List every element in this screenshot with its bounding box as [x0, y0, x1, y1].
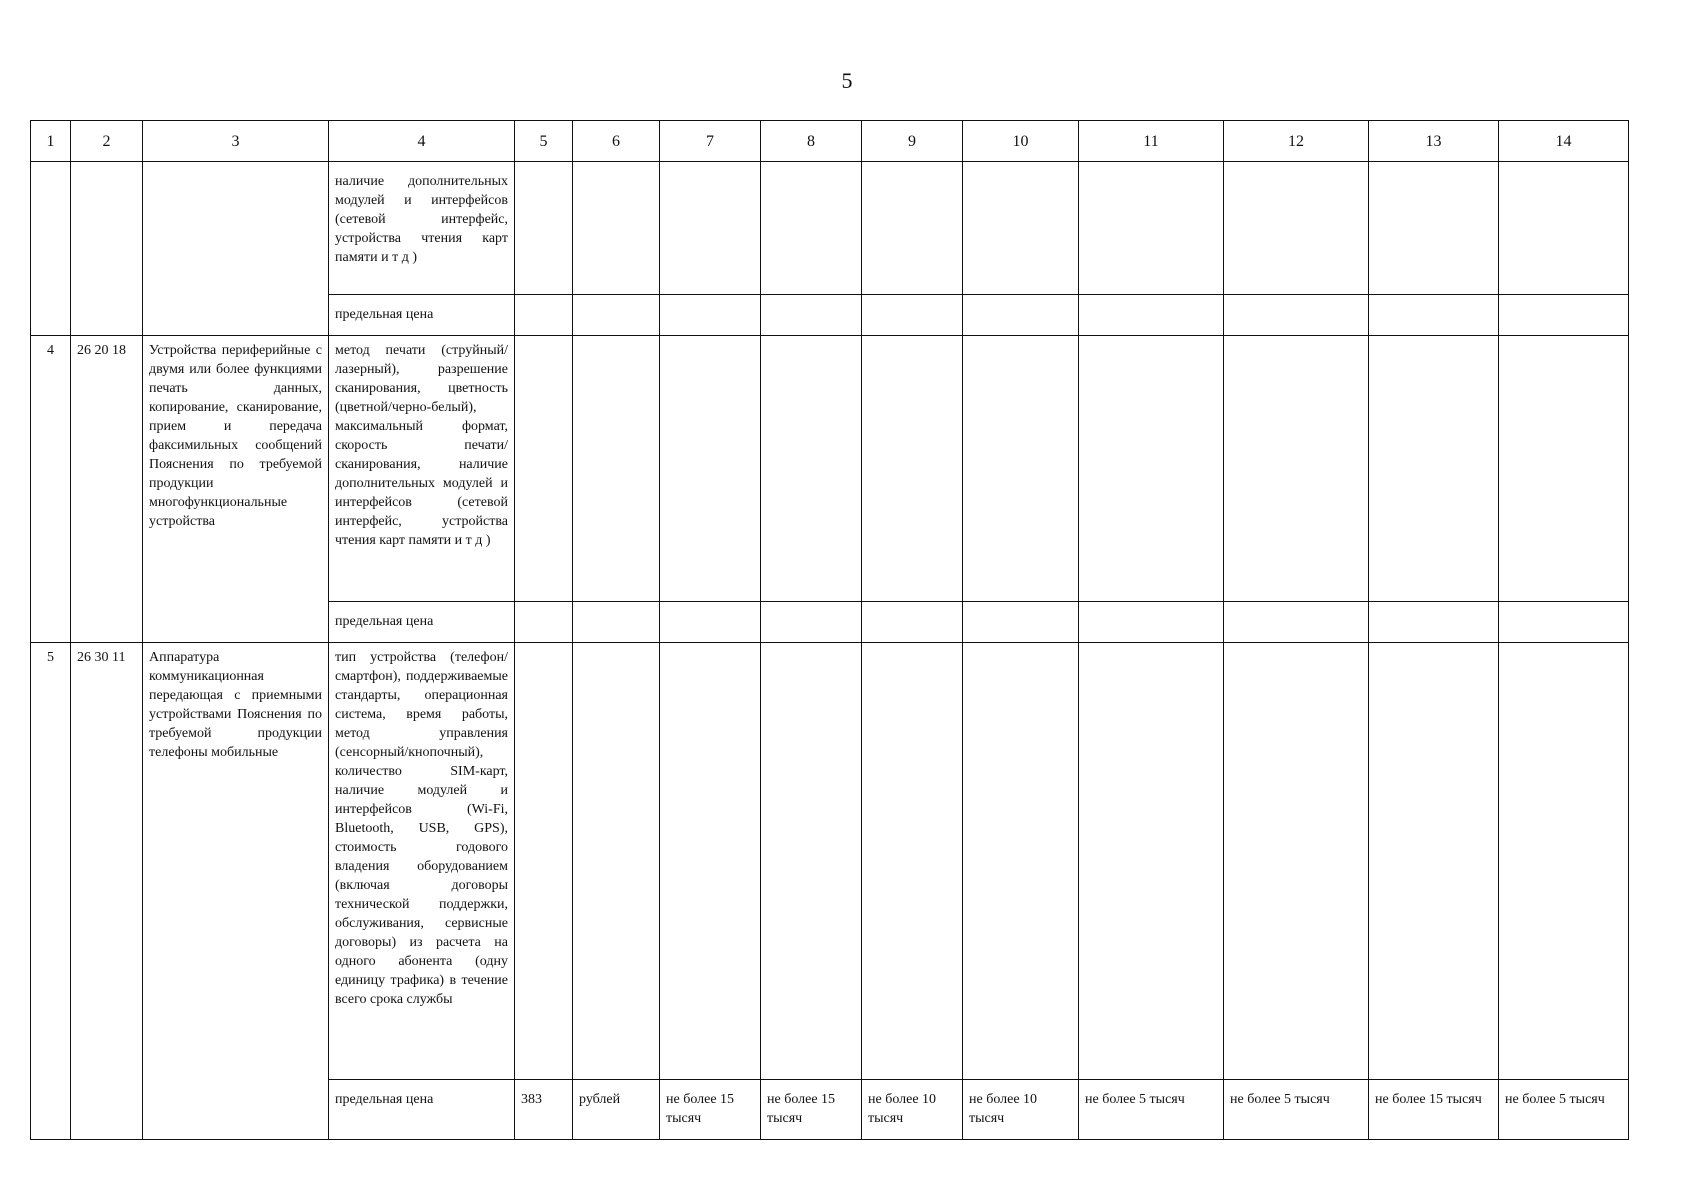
column-number-11: 11 — [1079, 121, 1224, 162]
product-name: Устройства периферийные с двумя или более функциями печать данных, копирование, сканирование, прием и передача факсимильных сообщений Пояснения по требуемой продукции многофункциональные устройства — [143, 336, 329, 643]
empty-cell — [862, 336, 963, 602]
empty-cell — [1369, 643, 1499, 1080]
empty-cell — [573, 602, 660, 643]
empty-cell — [660, 602, 761, 643]
column-number-9: 9 — [862, 121, 963, 162]
row-number: 5 — [31, 643, 71, 1140]
price-label: предельная цена — [329, 295, 515, 336]
price-value: не более 15 тысяч — [660, 1080, 761, 1140]
empty-cell — [761, 643, 862, 1080]
column-number-3: 3 — [143, 121, 329, 162]
empty-cell — [963, 295, 1079, 336]
empty-cell — [761, 162, 862, 295]
row-number — [31, 162, 71, 336]
column-number-4: 4 — [329, 121, 515, 162]
price-value: не более 10 тысяч — [963, 1080, 1079, 1140]
empty-cell — [761, 336, 862, 602]
empty-cell — [1499, 643, 1629, 1080]
characteristic-text: тип устройства (телефон/смартфон), поддерживаемые стандарты, операционная система, время работы, метод управления (сенсорный/кнопочный), количество SIM-карт, наличие модулей и интерфейсов (Wi-Fi, Bluetooth, USB, GPS), стоимость годового владения оборудованием (включая договоры технической поддержки, обслуживания, сервисные договоры) из расчета на одного абонента (одну единицу трафика) в течение всего срока службы — [329, 643, 515, 1080]
empty-cell — [515, 162, 573, 295]
empty-cell — [660, 162, 761, 295]
empty-cell — [1224, 162, 1369, 295]
empty-cell — [1369, 336, 1499, 602]
empty-cell — [1369, 602, 1499, 643]
requirements-table — [30, 120, 1629, 1140]
empty-cell — [1369, 295, 1499, 336]
empty-cell — [1224, 336, 1369, 602]
header-row — [31, 121, 1629, 162]
product-name: Аппаратура коммуникационная передающая с приемными устройствами Пояснения по требуемой продукции телефоны мобильные — [143, 643, 329, 1140]
unit-name: рублей — [573, 1080, 660, 1140]
empty-cell — [573, 162, 660, 295]
empty-cell — [862, 295, 963, 336]
column-number-5: 5 — [515, 121, 573, 162]
empty-cell — [1079, 602, 1224, 643]
column-number-1: 1 — [31, 121, 71, 162]
empty-cell — [515, 602, 573, 643]
empty-cell — [1499, 162, 1629, 295]
empty-cell — [1499, 336, 1629, 602]
empty-cell — [862, 162, 963, 295]
column-number-8: 8 — [761, 121, 862, 162]
price-value: не более 5 тысяч — [1499, 1080, 1629, 1140]
table-row — [31, 336, 1629, 602]
empty-cell — [862, 602, 963, 643]
column-number-12: 12 — [1224, 121, 1369, 162]
table-row — [31, 162, 1629, 295]
empty-cell — [1079, 295, 1224, 336]
empty-cell — [963, 336, 1079, 602]
empty-cell — [573, 643, 660, 1080]
table-row — [31, 643, 1629, 1080]
column-number-10: 10 — [963, 121, 1079, 162]
okei-code: 383 — [515, 1080, 573, 1140]
page-number: 5 — [841, 68, 853, 93]
empty-cell — [573, 295, 660, 336]
price-value: не более 15 тысяч — [761, 1080, 862, 1140]
product-code: 26 20 18 — [71, 336, 143, 643]
price-value: не более 5 тысяч — [1079, 1080, 1224, 1140]
price-value: не более 15 тысяч — [1369, 1080, 1499, 1140]
empty-cell — [515, 295, 573, 336]
empty-cell — [1224, 602, 1369, 643]
price-label: предельная цена — [329, 1080, 515, 1140]
column-number-7: 7 — [660, 121, 761, 162]
empty-cell — [1499, 602, 1629, 643]
characteristic-text: наличие дополнительных модулей и интерфейсов (сетевой интерфейс, устройства чтения карт памяти и т д ) — [329, 162, 515, 295]
empty-cell — [1369, 162, 1499, 295]
empty-cell — [963, 643, 1079, 1080]
empty-cell — [1079, 162, 1224, 295]
empty-cell — [1079, 643, 1224, 1080]
empty-cell — [660, 336, 761, 602]
product-name — [143, 162, 329, 336]
price-value: не более 5 тысяч — [1224, 1080, 1369, 1140]
empty-cell — [761, 295, 862, 336]
empty-cell — [515, 336, 573, 602]
column-number-14: 14 — [1499, 121, 1629, 162]
price-value: не более 10 тысяч — [862, 1080, 963, 1140]
empty-cell — [515, 643, 573, 1080]
empty-cell — [963, 602, 1079, 643]
empty-cell — [1224, 643, 1369, 1080]
price-label: предельная цена — [329, 602, 515, 643]
column-number-2: 2 — [71, 121, 143, 162]
empty-cell — [963, 162, 1079, 295]
empty-cell — [1079, 336, 1224, 602]
row-number: 4 — [31, 336, 71, 643]
empty-cell — [761, 602, 862, 643]
characteristic-text: метод печати (струйный/ лазерный), разрешение сканирования, цветность (цветной/черно-белый), максимальный формат, скорость печати/сканирования, наличие дополнительных модулей и интерфейсов (сетевой интерфейс, устройства чтения карт памяти и т д ) — [329, 336, 515, 602]
product-code — [71, 162, 143, 336]
empty-cell — [1499, 295, 1629, 336]
product-code: 26 30 11 — [71, 643, 143, 1140]
empty-cell — [1224, 295, 1369, 336]
empty-cell — [573, 336, 660, 602]
empty-cell — [660, 643, 761, 1080]
column-number-6: 6 — [573, 121, 660, 162]
empty-cell — [862, 643, 963, 1080]
column-number-13: 13 — [1369, 121, 1499, 162]
empty-cell — [660, 295, 761, 336]
